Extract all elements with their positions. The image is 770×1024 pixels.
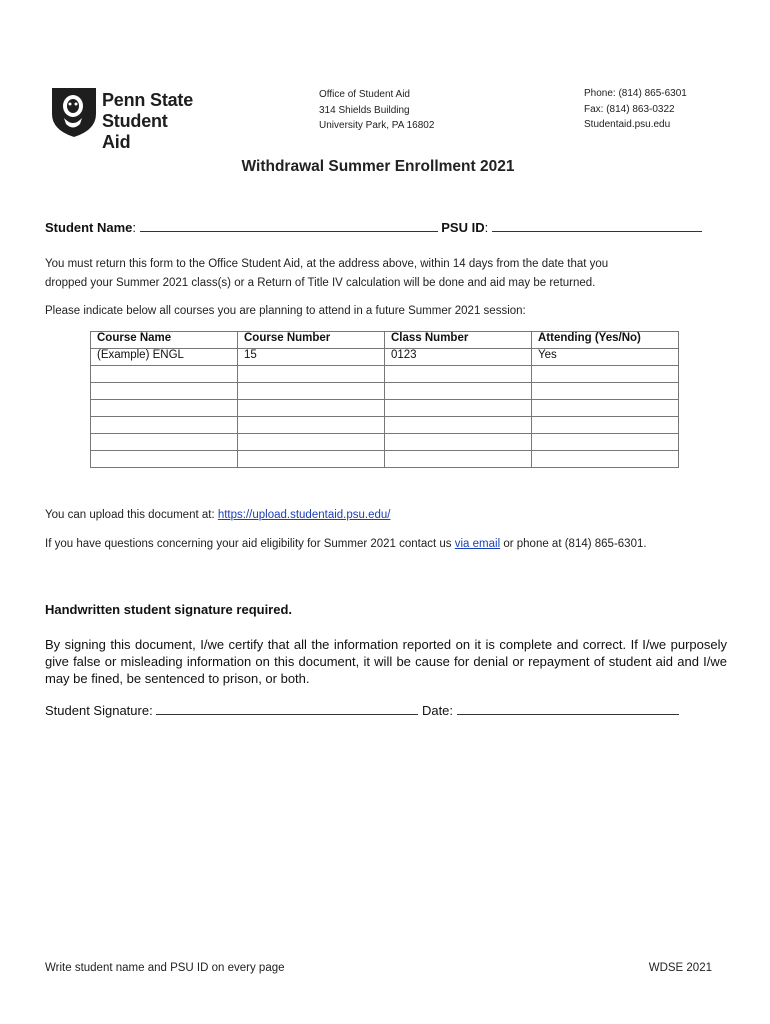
date-label: Date: (421, 703, 454, 718)
questions-text: If you have questions concerning your aid eligibility for Summer 2021 contact us (45, 538, 455, 550)
table-cell-empty[interactable] (532, 383, 679, 400)
column-header: Attending (Yes/No) (532, 332, 679, 349)
student-info-fields: Student Name: PSU ID: (45, 220, 702, 235)
table-cell-empty[interactable] (91, 451, 238, 468)
table-cell-empty[interactable] (532, 366, 679, 383)
certification-paragraph: By signing this document, I/we certify that all the information reported on it is complete and correct. If I/we purposely give false or misleading information on this document, it will be cause for denial or repayment of student aid and I/we may be fined, be sentenced to prison, or both. (45, 637, 727, 686)
email-link[interactable]: via email (454, 538, 501, 550)
psu-id-field[interactable] (492, 220, 702, 232)
table-cell-empty[interactable] (238, 434, 385, 451)
table-cell-empty[interactable] (385, 417, 532, 434)
footer-note: Write student name and PSU ID on every page (45, 962, 285, 974)
upload-text: You can upload this document at: (45, 509, 218, 521)
table-cell-empty[interactable] (532, 434, 679, 451)
signature-heading: Handwritten student signature required. (45, 602, 293, 617)
address-line: Office of Student Aid (319, 89, 410, 100)
table-cell-empty[interactable] (238, 366, 385, 383)
website-text: Studentaid.psu.edu (584, 119, 671, 130)
table-cell-empty[interactable] (385, 366, 532, 383)
student-name-field[interactable] (140, 220, 438, 232)
table-cell-empty[interactable] (532, 400, 679, 417)
instruction-line: dropped your Summer 2021 class(s) or a Return of Title IV calculation will be done and aid may be returned. (45, 277, 596, 289)
logo-line-2: Student Aid (102, 111, 168, 152)
office-contact (584, 86, 687, 133)
courses-table (90, 331, 679, 468)
table-cell-empty[interactable] (532, 417, 679, 434)
table-row (91, 366, 679, 383)
table-row (91, 383, 679, 400)
upload-link[interactable]: https://upload.studentaid.psu.edu/ (217, 509, 391, 521)
table-cell-empty[interactable] (91, 400, 238, 417)
address-line: 314 Shields Building (319, 104, 410, 116)
address-line: University Park, PA 16802 (319, 120, 435, 131)
upload-line (45, 506, 390, 525)
table-cell: 0123 (385, 349, 532, 366)
table-cell-empty[interactable] (238, 383, 385, 400)
table-cell: (Example) ENGL (91, 349, 238, 366)
table-cell-empty[interactable] (238, 451, 385, 468)
table-cell-empty[interactable] (91, 366, 238, 383)
column-header: Class Number (385, 332, 532, 349)
table-cell-empty[interactable] (91, 417, 238, 434)
phone-text: Phone: (814) 865-6301 (584, 88, 687, 99)
table-cell-empty[interactable] (385, 451, 532, 468)
table-row (91, 417, 679, 434)
table-row (91, 434, 679, 451)
student-name-label: Student Name (45, 220, 133, 235)
questions-text-end: or phone at (814) 865-6301. (500, 538, 647, 550)
table-row-example (91, 349, 679, 366)
logo-wordmark (102, 90, 200, 153)
form-title: Withdrawal Summer Enrollment 2021 (241, 158, 515, 175)
table-cell-empty[interactable] (91, 383, 238, 400)
questions-line (45, 535, 647, 554)
table-cell: 15 (238, 349, 385, 366)
signature-field[interactable] (156, 703, 418, 715)
table-cell-empty[interactable] (91, 434, 238, 451)
table-cell-empty[interactable] (385, 383, 532, 400)
psu-id-label: PSU ID (441, 220, 485, 235)
table-cell-empty[interactable] (385, 400, 532, 417)
signature-label: Student Signature: (45, 703, 153, 718)
column-header: Course Name (91, 332, 238, 349)
table-row (91, 400, 679, 417)
signature-line (45, 703, 679, 718)
indicate-instructions: Please indicate below all courses you are planning to attend in a future Summer 2021 session: (45, 305, 526, 317)
office-address (319, 87, 434, 134)
date-field[interactable] (457, 703, 679, 715)
return-instructions (45, 255, 608, 293)
table-cell-empty[interactable] (532, 451, 679, 468)
column-header: Course Number (238, 332, 385, 349)
instruction-line: You must return this form to the Office Student Aid, at the address above, within 14 days from the date that you (45, 258, 609, 270)
table-header-row (91, 332, 679, 349)
table-cell-empty[interactable] (238, 417, 385, 434)
fax-text: Fax: (814) 863-0322 (584, 103, 675, 115)
table-cell-empty[interactable] (238, 400, 385, 417)
table-cell: Yes (532, 349, 679, 366)
logo-line-1: Penn State (102, 90, 194, 110)
nittany-lion-shield-icon (50, 84, 98, 138)
penn-state-logo (50, 84, 200, 152)
table-row (91, 451, 679, 468)
form-code: WDSE 2021 (648, 962, 712, 974)
table-cell-empty[interactable] (385, 434, 532, 451)
